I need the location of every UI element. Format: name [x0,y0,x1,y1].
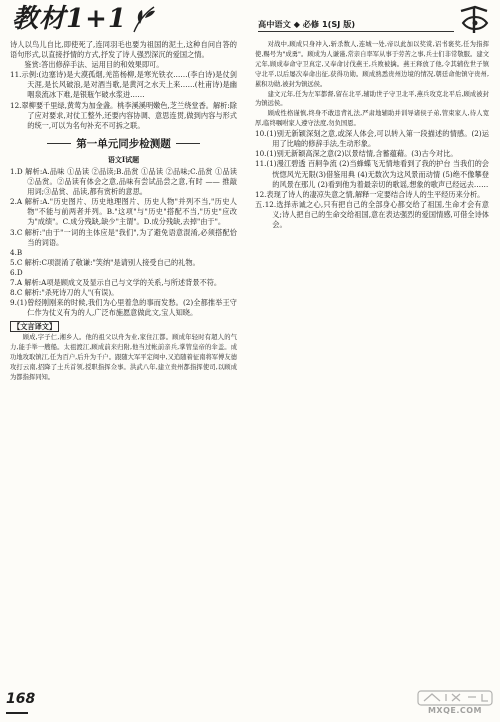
answer-13: 五.12.选择赤诚之心,只有把自己的全部身心都交给了祖国,生命才会有意义;诗人把自己的生命交给祖国,意在表达强烈的爱国情感,可借全诗体会。 [255,199,489,229]
corner-emblem-icon [455,3,495,37]
page-number: 168 [6,691,36,707]
watermark-text: MXQE.COM [427,706,483,715]
translation-text: 建文元年,任为左军都督,留在北平,辅助世子守卫北平,燕兵攻克北平后,顾成被封为镇远侯。 [255,90,489,108]
answer-11: 11.示例:(边塞诗)是大漠孤烟,羌笛杨柳,是寒光铁衣……(李白诗)是仗剑天涯,是长风破浪,是对酒当歌,是黄河之水天上来……(杜甫诗)是幽咽泉流冰下难,是银瓶乍破水浆迸…… [10,70,237,100]
translation-text: 对战中,顾成只身冲入,斩杀数人,连城一处,帝以此加以奖赏,诏书褒奖,任为指挥使,赐号为"成勇"。顾成为人谦谨,常亲自率军从事于劳苦之事,兵士们非常敬服。建文元年,顾成奉命守卫真定,又奉命讨伐燕王,兵败被擒。燕王释放了他,令其辅佐世子镇守北平,以后屡次奉命出征,获得功勋。顾成熟悉贵州边境的情况,朝廷命他镇守贵州,累积功勋,被封为镇远侯。 [255,41,489,88]
answer-8: 8.C 解析:"杀死诗刀的人"(有误)。 [10,288,119,298]
answer-6: 6.D [10,267,23,277]
subject-label: 高中语文 ◆ 必修 1(SJ 版) [258,19,356,29]
paragraph: 诗人以鸟儿自比,即使死了,连同羽毛也要为祖国的泥土,这种自问自答的语句形式,以直接抒情的方式,抒发了诗人强烈深沉的爱国之情。 [10,40,237,60]
answer-12: 12.翠柳要千里绿,黄莺为加金盏。桃李溪溪明嫩色,芝兰绕堂香。解析:除了应对要求,对仗工整外,还要内容协调、意思连贯,做到内容与形式的统一,可以为名句补充不可拆之联。 [10,100,237,130]
answer-2: 2.A 解析:A."历史图片、历史地理图片、历史人物"并列不当,"历史人物"不能与前两者并列。B."这项"与"历史"搭配不当,"历史"应改为"成绩"。C.成分残缺,缺少"主谓"。D.成分残缺,去掉"由于"。 [10,197,237,227]
answer-10b: 10.(1)别无新颖高深之意(2)以景结情,含蓄蕴藉。(3)古今对比。 [255,149,458,159]
answer-5: 5.C 解析:C项混淆了敬谦:"笑纳"是请别人接受自己的礼物。 [10,257,200,267]
translation-text: 顾成,字子仁,湘乡人。他的祖父以舟为业,家住江都。顾成年轻时有超人的气力,能手举一艘船。太祖渡江,顾成前来归附,他当过帐前亲兵,掌管皇帝的伞盖。成功地攻取镇江,任为百户,后升为千户。跟随大军平定闽中,又追随着征南将军傅友德攻打云南,招降了土兵首领,授职指挥佥事。洪武八年,建立贵州都指挥使司,以顾成为都指挥同知。 [10,334,237,381]
watermark [416,689,494,719]
section-title: 第一单元同步检测题 [10,137,237,151]
answer-11: 11.(1)漫江碧透 百舸争流 (2)当蜂蝶飞无情地看到了我的护台 当我们的会恍惚风光无限(3)借鉴用典 (4)无数次为这风景而动情 (5)绝不像攀登的风景在那儿 (2)看到他为着最亲切的歌谣,想象的歌声已经远去…… [255,159,489,189]
translation-tag: 【文言译文】 [10,321,59,332]
answer-9: 9.(1)曾经刚刚来的时候,我们为心里着急的事而发愁。(2)全都推举王守仁作为仗义有为的人,广泛布施愿意做此文,宝人知晓。 [10,298,237,318]
answer-10: 10.(1)别无新颖深刻之意,或深人体会,可以转入第一段描述的情感。(2)运用了比喻的修辞手法,生动形象。 [255,129,489,149]
translation-text: 顾成性格谨慎,终身不敢违背礼法,严肃地辅助并训导诸侯子弟,管束家人,待人宽厚,临终嘱咐家人遵守法度,勿负国恩。 [255,110,489,128]
brand-logo: 教材1+1 [12,4,127,34]
answer-12: 12.表现了诗人的凄凉失意之情,解释一定要结合诗人的生平经历来分析。 [255,189,485,199]
leaf-icon [130,4,158,34]
watermark-icon [416,689,494,707]
answer-7: 7.A 解析:A项是顾成文及显示自己与文学的关系,与所述背景不符。 [10,277,222,287]
sub-title: 语文Ⅰ试题 [107,154,140,164]
page-header [0,0,500,38]
paragraph: 鉴赏:答出修辞手法、运用目的和效果即可。 [24,60,164,70]
page-number-rule [6,712,28,714]
answer-1: 1.D 解析:A.品味 ①品读 ②品读;B.品赏 ①品读 ②品味;C.品赏 ①品读 ②品赏。②品读有体会之意,品味有尝试品尝之意,有时 —— 推敲用词;③品赏、品读,都有赏析的意思。 [10,166,237,197]
answer-3: 3.C 解析:"由于"一词的主体应是"我们",为了避免语意混淆,必须搭配恰当的词语。 [10,227,237,247]
right-column [255,40,489,230]
answer-4: 4.B [10,247,23,257]
left-column [10,40,237,383]
header-rule [258,31,454,32]
